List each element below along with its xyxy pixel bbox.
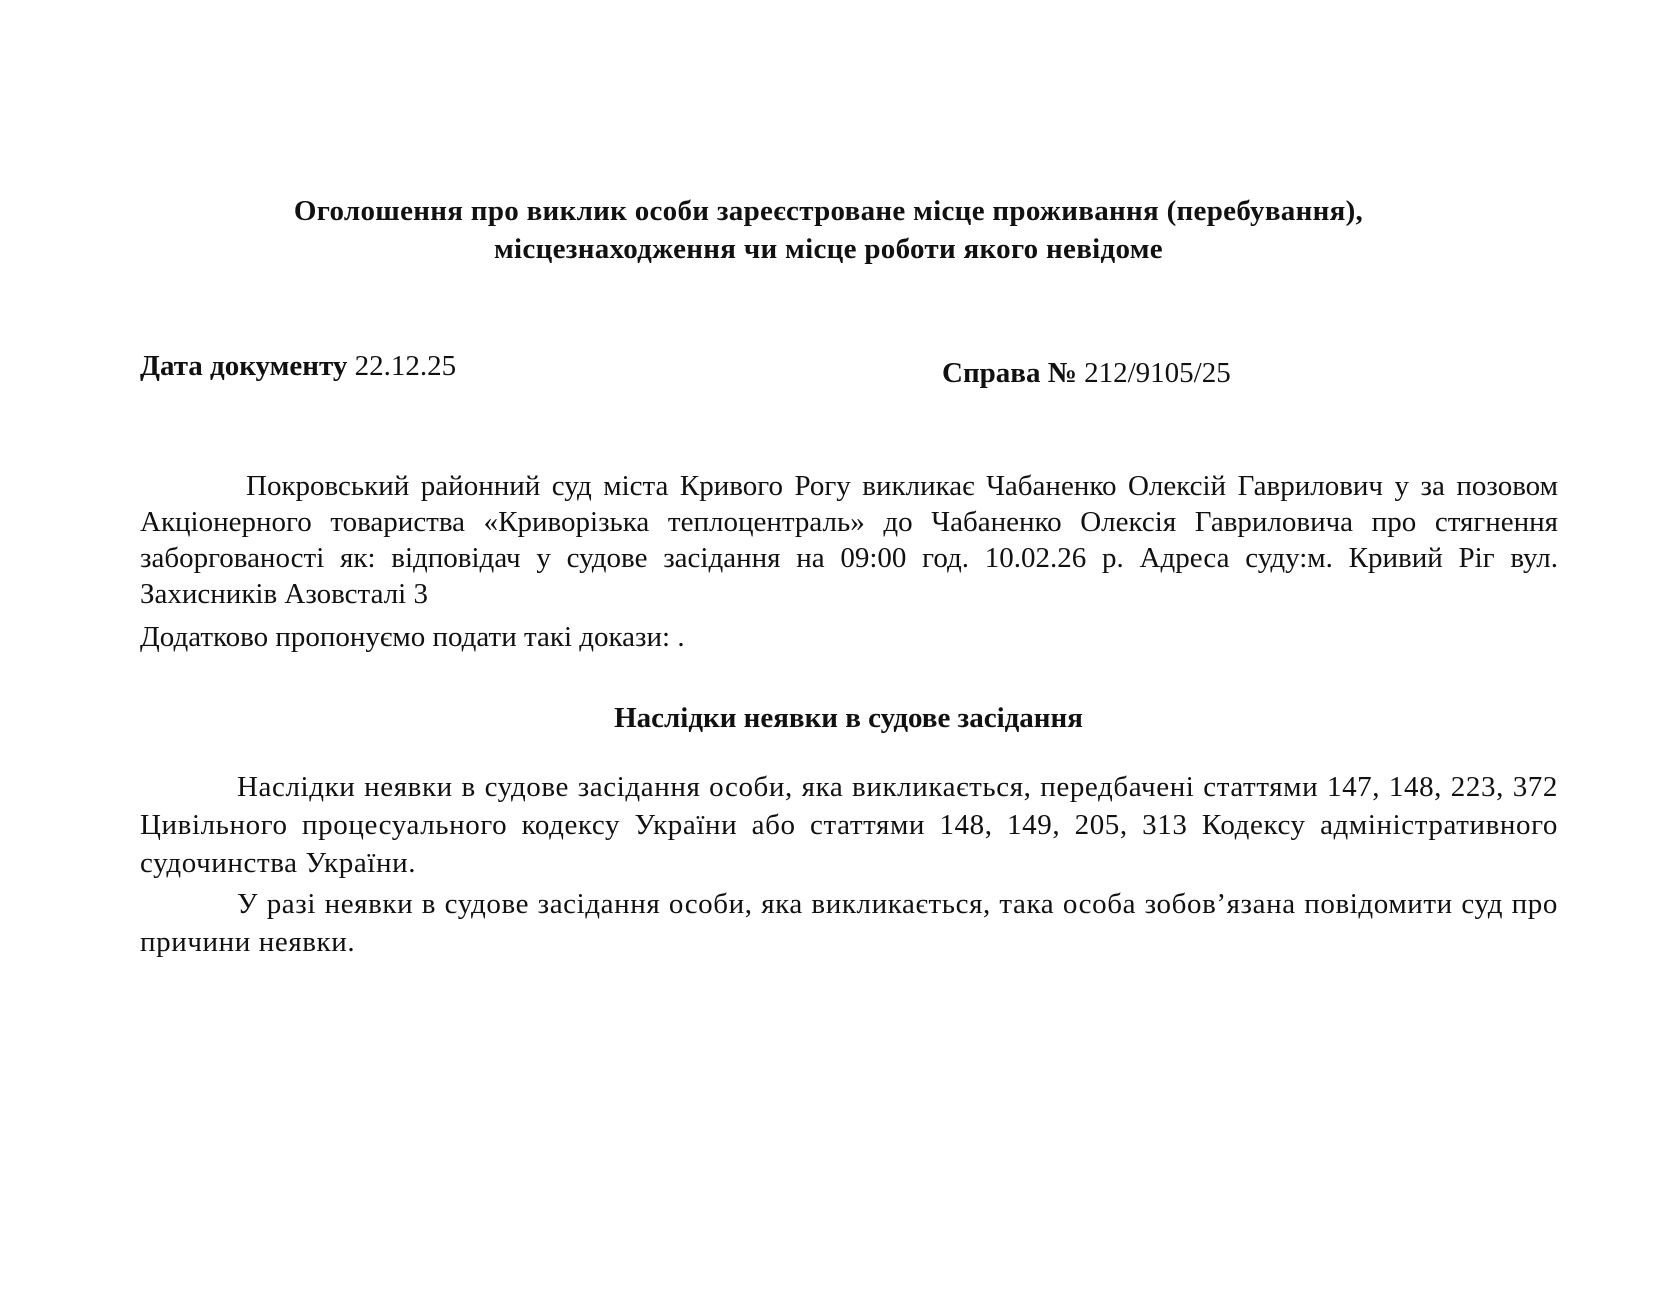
case-number-value: 212/9105/25 <box>1084 357 1231 389</box>
document-title-line-2: місцезнаходження чи місце роботи якого невідоме <box>494 233 1163 265</box>
consequences-paragraph-2: У разі неявки в судове засідання особи, яка викликається, така особа зобов’язана повідомити суд про причини неявки. <box>140 888 1558 958</box>
summons-paragraph: Покровський районний суд міста Кривого Рогу викликає Чабаненко Олексій Гаврилович у за позовом Акціонерного товариства «Криворізька теплоцентраль» до Чабаненко Олексія Гавриловича про стягнення заборгованості як: відповідач у судове засідання на 09:00 год. 10.02.26 р. Адреса суду:м. Кривий Ріг вул. Захисників Азовсталі 3 <box>140 470 1558 610</box>
case-number <box>942 357 1231 390</box>
case-number-label: Справа № <box>942 357 1077 389</box>
document-title <box>0 192 1657 268</box>
consequences-heading: Наслідки неявки в судове засідання <box>614 702 1083 734</box>
document-date-label: Дата документу <box>140 350 348 382</box>
document-date-value: 22.12.25 <box>354 350 457 382</box>
document-date <box>140 350 456 383</box>
consequences-paragraph-1: Наслідки неявки в судове засідання особи, яка викликається, передбачені статтями 147, 148, 223, 372 Цивільного процесуального кодексу України або статтями 148, 149, 205, 313 Кодексу адміністративного судочинства України. <box>140 771 1558 879</box>
additional-evidence-paragraph: Додатково пропонуємо подати такі докази: . <box>140 621 685 653</box>
document-title-line-1: Оголошення про виклик особи зареєстроване місце проживання (перебування), <box>293 195 1364 227</box>
